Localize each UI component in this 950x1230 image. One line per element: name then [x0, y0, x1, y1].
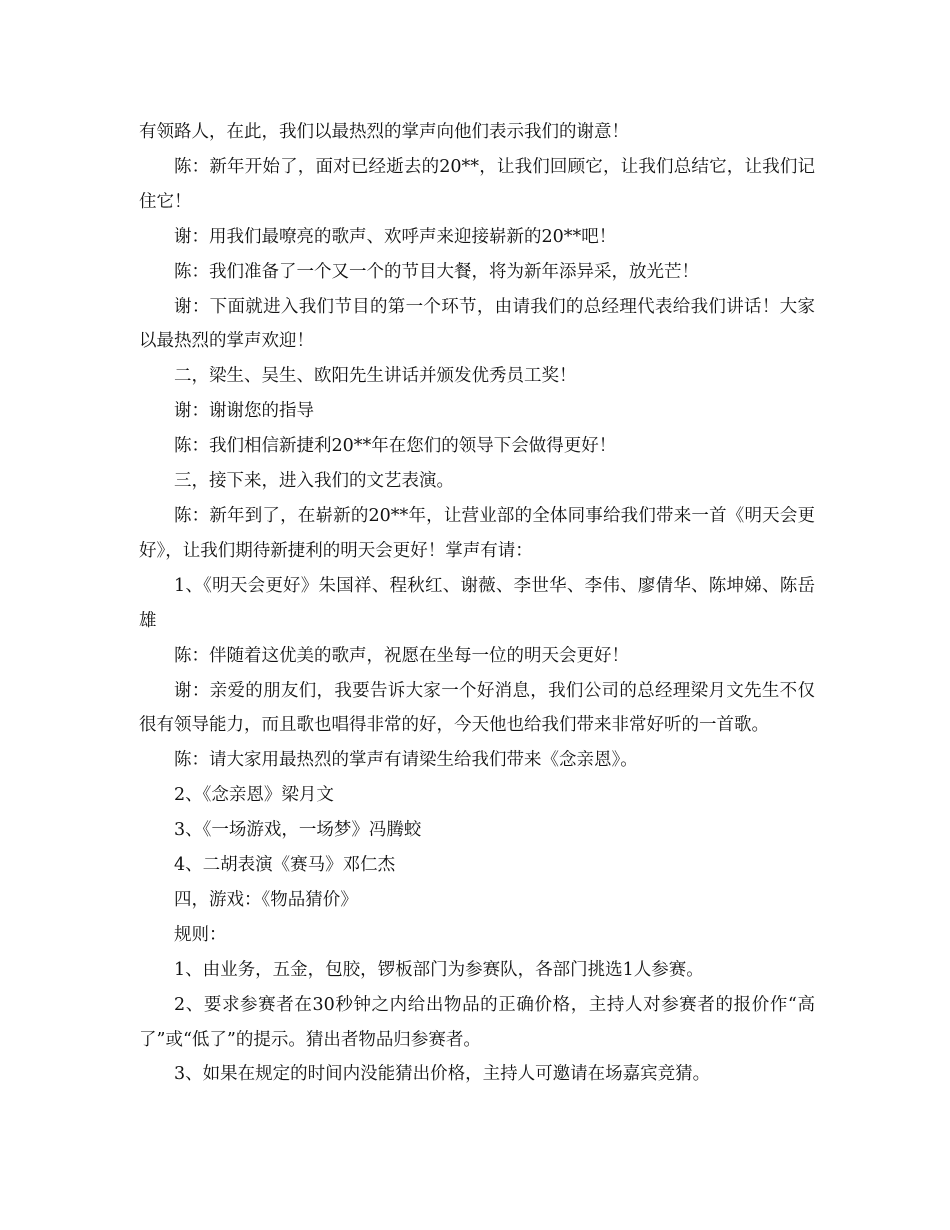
paragraph: 陈：我们准备了一个又一个的节目大餐，将为新年添异采，放光芒！	[174, 261, 699, 282]
paragraph: 陈：新年开始了，面对已经逝去的20**，让我们回顾它，让我们总结它，让我们记住它！	[139, 156, 815, 212]
paragraph: 1、由业务，五金，包胶，锣板部门为参赛队，各部门挑选1人参赛。	[174, 959, 704, 980]
paragraph: 3、《一场游戏，一场梦》冯腾蛟	[174, 820, 422, 841]
paragraph: 3、如果在规定的时间内没能猜出价格，主持人可邀请在场嘉宾竞猜。	[174, 1064, 711, 1085]
paragraph: 规则：	[174, 924, 227, 945]
paragraph: 陈：伴随着这优美的歌声，祝愿在坐每一位的明天会更好！	[174, 645, 629, 666]
paragraph: 谢：下面就进入我们节目的第一个环节，由请我们的总经理代表给我们讲话！大家以最热烈的掌声欢迎！	[139, 296, 815, 352]
paragraph: 谢：用我们最嘹亮的歌声、欢呼声来迎接崭新的20**吧！	[174, 226, 617, 247]
paragraph: 有领路人，在此，我们以最热烈的掌声向他们表示我们的谢意！	[139, 122, 629, 142]
paragraph: 谢：谢谢您的指导	[174, 401, 314, 422]
paragraph: 陈：新年到了，在崭新的20**年，让营业部的全体同事给我们带来一首《明天会更好》，让我们期待新捷利的明天会更好！掌声有请：	[139, 505, 815, 561]
paragraph: 1、《明天会更好》朱国祥、程秋红、谢薇、李世华、李伟、廖倩华、陈坤娣、陈岳雄	[139, 575, 815, 631]
paragraph: 四，游戏：《物品猜价》	[174, 889, 358, 910]
paragraph: 二，梁生、吴生、欧阳先生讲话并颁发优秀员工奖！	[174, 366, 577, 387]
paragraph: 2、要求参赛者在30秒钟之内给出物品的正确价格，主持人对参赛者的报价作“高了”或“低了”的提示。猜出者物品归参赛者。	[139, 994, 815, 1050]
paragraph: 4、二胡表演《赛马》邓仁杰	[174, 855, 396, 876]
document-body	[139, 115, 815, 1092]
paragraph: 陈：请大家用最热烈的掌声有请梁生给我们带来《念亲恩》。	[174, 750, 638, 771]
paragraph: 2、《念亲恩》梁月文	[174, 785, 334, 806]
paragraph: 陈：我们相信新捷利20**年在您们的领导下会做得更好！	[174, 436, 617, 457]
paragraph: 三，接下来，进入我们的文艺表演。	[174, 471, 454, 492]
paragraph: 谢：亲爱的朋友们，我要告诉大家一个好消息，我们公司的总经理梁月文先生不仅很有领导能力，而且歌也唱得非常的好，今天他也给我们带来非常好听的一首歌。	[139, 680, 815, 736]
